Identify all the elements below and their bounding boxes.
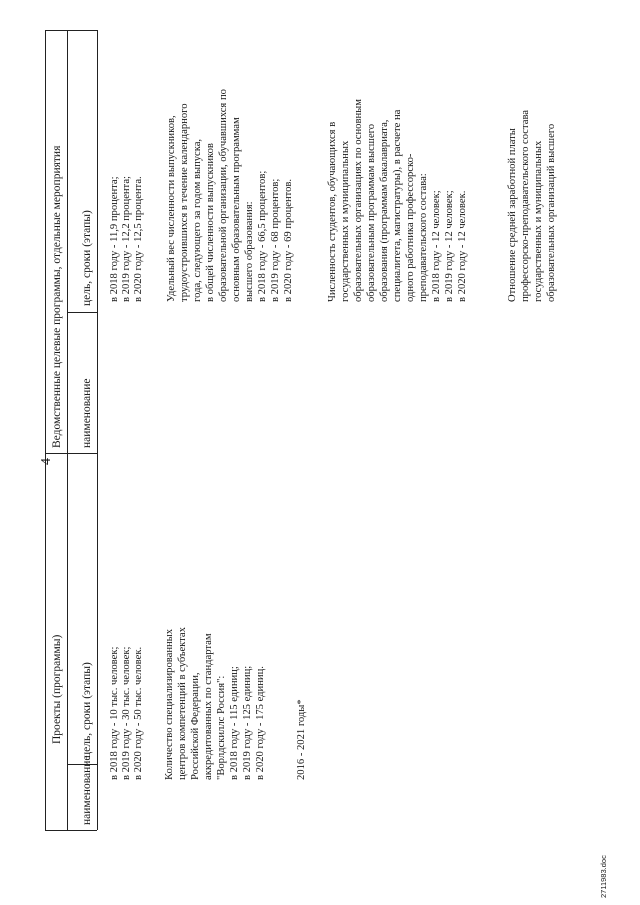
text-line: образовательных организаций высшего (546, 123, 557, 302)
page-number: 4 (39, 458, 54, 465)
text-line: в 2019 году - 30 тыс. человек; (121, 646, 132, 780)
text-line: образовательной организации, обучавшихся по (218, 89, 229, 302)
text-line: в 2020 году - 50 тыс. человек. (133, 646, 144, 780)
text-line: основным образовательным программам (231, 117, 242, 302)
text-line: аккредитованных по стандартам (203, 633, 214, 780)
departmental-header: Ведомственные целевые программы, отдельные мероприятия (51, 145, 63, 448)
text-line: в 2020 году - 12,5 процента. (133, 176, 144, 302)
table-border-top (45, 30, 46, 830)
text-line: в 2019 году - 68 процентов; (270, 178, 281, 302)
text-line: 2016 - 2021 годы* (296, 699, 307, 780)
text-line: Отношение средней заработной платы (507, 128, 518, 302)
departmental-col-name: наименование (81, 378, 93, 448)
text-line: в 2018 году - 10 тыс. человек; (109, 646, 120, 780)
text-line: в 2018 году - 115 единиц; (229, 666, 240, 780)
footer-filename: 2711983.doc (599, 855, 608, 898)
table-top-edge (45, 30, 97, 31)
departmental-subcol-divider (67, 312, 97, 313)
text-line: "Ворлдскиллс Россия": (216, 675, 227, 780)
projects-col-name: наименование (81, 755, 93, 825)
projects-header: Проекты (программы) (51, 634, 63, 744)
text-line: в 2020 году - 69 процентов. (283, 178, 294, 302)
projects-section-divider (45, 453, 97, 454)
text-line: в 2019 году - 12,2 процента; (121, 176, 132, 302)
text-line: в 2018 году - 11,9 процента; (109, 176, 120, 302)
departmental-col-goal: цель, сроки (этапы) (81, 210, 93, 306)
text-line: Удельный вес численности выпускников, (166, 115, 177, 302)
projects-col-goal: цель, сроки (этапы) (81, 662, 93, 758)
text-line: Численность студентов, обучающихся в (327, 121, 338, 302)
text-line: образовательным программам высшего (366, 123, 377, 302)
text-line: в 2018 году - 66,5 процентов; (257, 170, 268, 302)
table-bottom-edge (45, 830, 97, 831)
text-line: центров компетенций в субъектах (177, 627, 188, 780)
text-line: года, следующего за годом выпуска, (192, 138, 203, 302)
text-line: трудоустроившихся в течение календарного (179, 103, 190, 302)
header-divider-2 (97, 30, 98, 830)
text-line: в 2019 году - 125 единиц; (242, 665, 253, 780)
text-line: профессорско-преподавательского состава (520, 109, 531, 302)
text-line: высшего образования: (244, 201, 255, 302)
text-line: государственных и муниципальных (533, 140, 544, 302)
text-line: одного работника профессорско- (405, 153, 416, 302)
text-line: образовательных организациях по основным (353, 99, 364, 302)
text-line: образования (программам бакалавриата, (379, 119, 390, 302)
text-line: в 2020 году - 175 единиц. (255, 666, 266, 780)
text-line: специалитета, магистратуры), в расчете на (392, 109, 403, 302)
text-line: в 2018 году - 12 человек; (431, 190, 442, 302)
text-line: государственных и муниципальных (340, 140, 351, 302)
text-line: Российской Федерации, (190, 672, 201, 780)
text-line: в 2019 году - 12 человек; (444, 190, 455, 302)
text-line: преподавательского состава: (418, 173, 429, 302)
text-line: в общей численности выпускников (205, 143, 216, 302)
text-line: в 2020 году - 12 человек. (457, 190, 468, 302)
header-divider-1 (67, 30, 68, 830)
text-line: Количество специализированных (164, 628, 175, 780)
